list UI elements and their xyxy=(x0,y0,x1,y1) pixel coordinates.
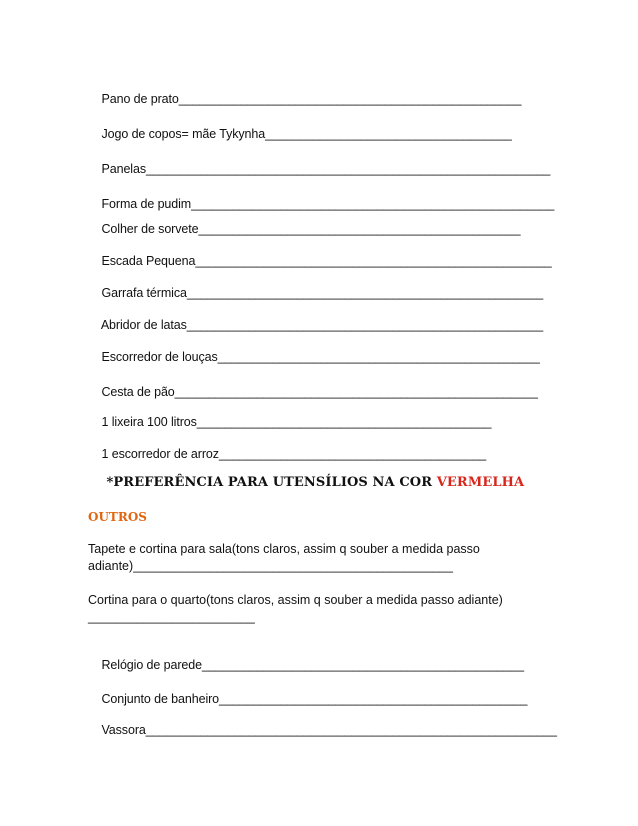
item-label: 1 lixeira 100 litros xyxy=(101,415,197,429)
preference-highlight: VERMELHA xyxy=(436,475,525,490)
item-fill-line: __________________________________________________ xyxy=(178,92,522,106)
item-label: Cesta de pão xyxy=(101,385,175,399)
list-item xyxy=(88,706,557,754)
item-label: Garrafa térmica xyxy=(101,286,187,300)
item-label: Relógio de parede xyxy=(101,658,202,672)
section-heading-outros: OUTROS xyxy=(88,510,147,524)
item-label: Pano de prato xyxy=(101,92,179,106)
item-fill-line: _______________________________________________ xyxy=(217,350,540,364)
item-fill-line: _______________________________________ xyxy=(218,447,487,461)
item-fill-line: ___________________________________________________________ xyxy=(145,162,551,176)
item-fill-line: ____________________________________________________ xyxy=(195,254,552,268)
item-label: 1 escorredor de arroz xyxy=(101,447,219,461)
item-label: Conjunto de banheiro xyxy=(101,692,220,706)
item-fill-line: ____________________________________________________________ xyxy=(145,723,557,737)
paragraph-fill-line: ________________________ xyxy=(88,610,255,624)
outros-paragraph xyxy=(88,592,558,626)
outros-paragraph xyxy=(88,541,558,575)
item-fill-line: _____________________________________________________ xyxy=(174,385,538,399)
item-fill-line: _______________________________________________ xyxy=(198,222,521,236)
item-label: Escada Pequena xyxy=(101,254,196,268)
paragraph-text: Tapete e cortina para sala(tons claros, assim q souber a medida passo adiante) xyxy=(88,542,480,573)
preference-note xyxy=(88,459,524,507)
item-label: Panelas xyxy=(101,162,146,176)
item-fill-line: _______________________________________________ xyxy=(201,658,525,672)
paragraph-text: Cortina para o quarto(tons claros, assim q souber a medida passo adiante) xyxy=(88,593,503,607)
item-label: Jogo de copos= mãe Tykynha xyxy=(101,127,266,141)
paragraph-fill-line: ______________________________________________ xyxy=(133,559,453,573)
item-fill-line: _____________________________________________ xyxy=(219,692,528,706)
preference-prefix: *PREFERÊNCIA PARA UTENSÍLIOS NA COR xyxy=(106,475,437,490)
item-label: Vassora xyxy=(101,723,146,737)
item-label: Colher de sorvete xyxy=(101,222,199,236)
item-fill-line: ____________________________________________________ xyxy=(186,318,544,332)
item-fill-line: ____________________________________________________ xyxy=(186,286,544,300)
item-label: Abridor de latas xyxy=(100,318,187,332)
item-fill-line: _____________________________________________________ xyxy=(191,197,555,211)
item-fill-line: ___________________________________________ xyxy=(196,415,492,429)
item-label: Forma de pudim xyxy=(101,197,192,211)
item-fill-line: ____________________________________ xyxy=(265,127,512,141)
item-label: Escorredor de louças xyxy=(101,350,218,364)
